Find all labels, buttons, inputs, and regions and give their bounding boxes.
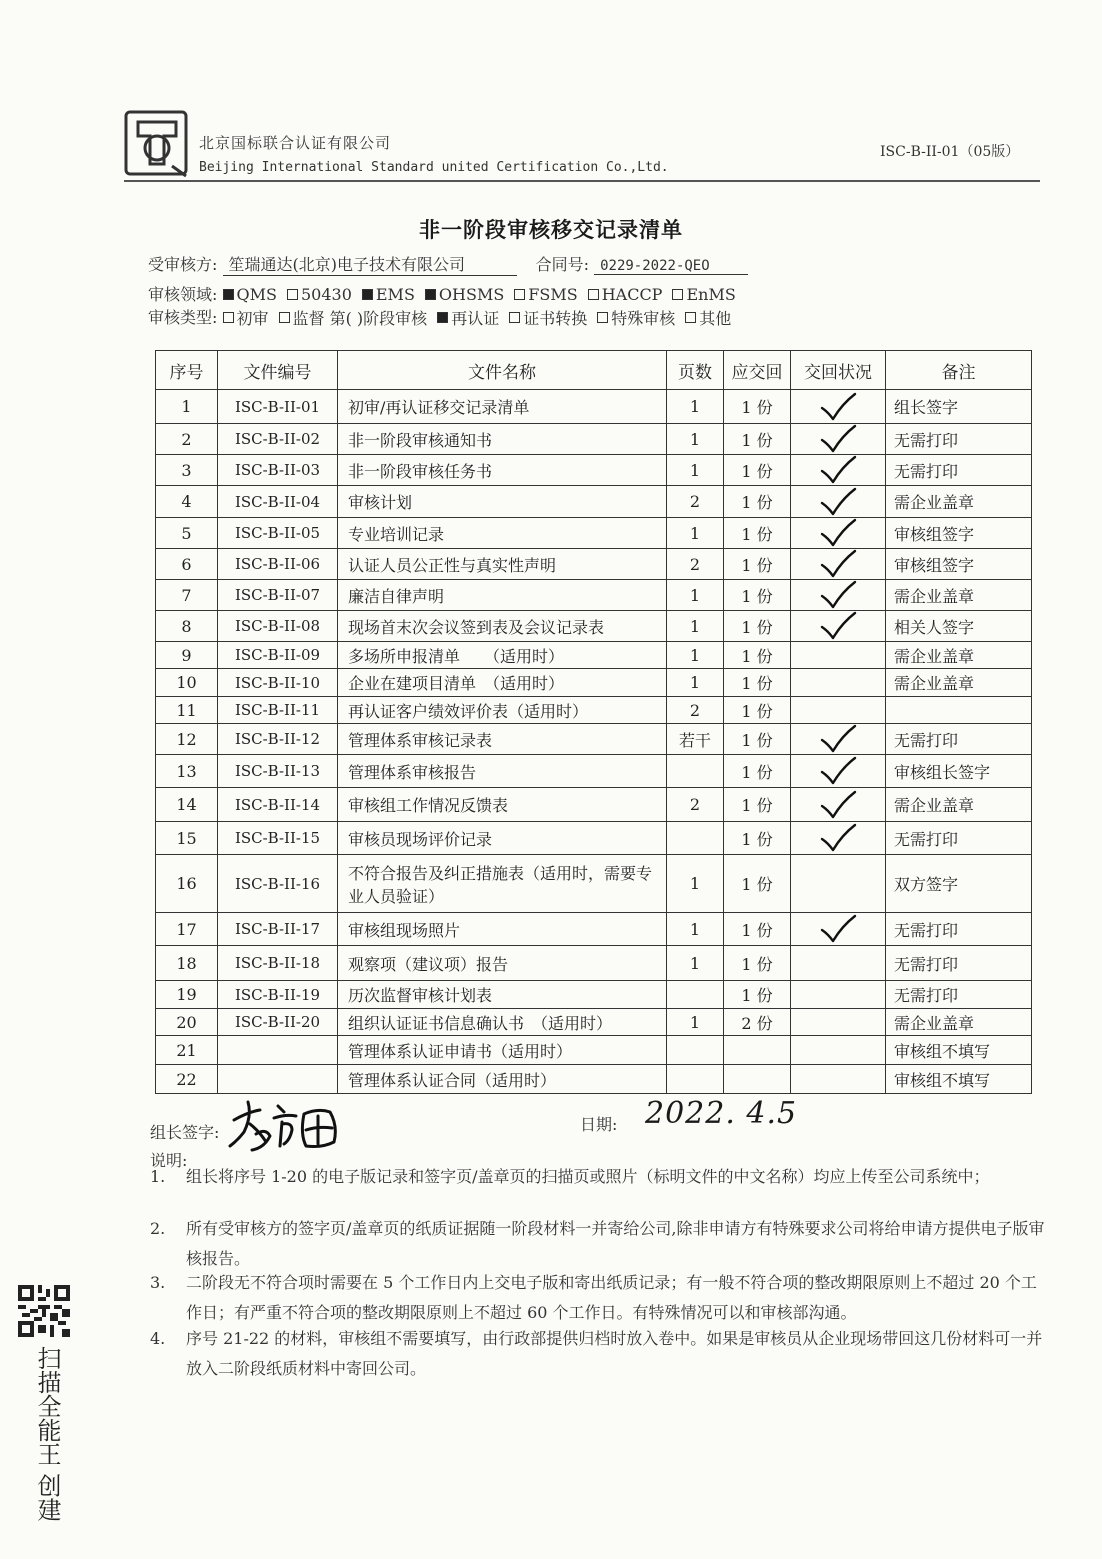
audit-field-option-label: OHSMS	[438, 285, 505, 304]
unchecked-box-icon	[287, 289, 298, 300]
file-code	[218, 1036, 338, 1065]
return-status	[791, 724, 886, 755]
file-code: ISC-B-II-16	[218, 855, 338, 913]
audit-field-option	[514, 285, 577, 304]
return-status	[791, 697, 886, 724]
table-row	[156, 822, 1032, 855]
audit-type-checkboxes	[223, 308, 742, 327]
table-row	[156, 549, 1032, 580]
copies-due: 1 份	[724, 669, 791, 697]
remark: 无需打印	[886, 822, 1032, 855]
auditee-line	[148, 252, 748, 276]
checkmark-icon	[818, 611, 858, 641]
copies-due: 1 份	[724, 822, 791, 855]
remark: 需企业盖章	[886, 486, 1032, 518]
transfer-record-table	[155, 350, 1032, 1094]
table-row	[156, 390, 1032, 424]
audit-field-checkboxes	[223, 285, 746, 304]
page-count	[667, 1036, 724, 1065]
return-status	[791, 1065, 886, 1094]
row-number: 11	[156, 697, 218, 724]
file-code: ISC-B-II-11	[218, 697, 338, 724]
copies-due: 1 份	[724, 913, 791, 946]
file-code: ISC-B-II-10	[218, 669, 338, 697]
audit-type-option-label: 监督 第( )阶段审核	[292, 309, 428, 328]
return-status	[791, 669, 886, 697]
copies-due: 1 份	[724, 390, 791, 424]
file-code: ISC-B-II-06	[218, 549, 338, 580]
row-number: 18	[156, 946, 218, 981]
header-pages: 页数	[667, 351, 724, 390]
unchecked-box-icon	[597, 312, 608, 323]
row-number: 19	[156, 981, 218, 1009]
note-item: 3. 二阶段无不符合项时需要在 5 个工作日内上交电子版和寄出纸质记录；有一般不符合项的整改期限原则上不超过 20 个工作日；有严重不符合项的整改期限原则上不超过 60 个工作日。有特殊情况可以和审核部沟通。	[150, 1273, 1037, 1322]
return-status	[791, 611, 886, 642]
remark: 需企业盖章	[886, 642, 1032, 669]
row-number: 4	[156, 486, 218, 518]
file-code	[218, 1065, 338, 1094]
audit-type-option	[509, 306, 587, 329]
file-name: 组织认证证书信息确认书 （适用时）	[338, 1009, 667, 1036]
copies-due: 1 份	[724, 724, 791, 755]
file-name: 观察项（建议项）报告	[338, 946, 667, 981]
page-count: 2	[667, 549, 724, 580]
remark: 审核组签字	[886, 518, 1032, 549]
return-status	[791, 855, 886, 913]
table-row	[156, 669, 1032, 697]
return-status	[791, 946, 886, 981]
row-number: 20	[156, 1009, 218, 1036]
table-row	[156, 788, 1032, 822]
header-copies: 应交回	[724, 351, 791, 390]
copies-due: 1 份	[724, 549, 791, 580]
return-status	[791, 981, 886, 1009]
table-row	[156, 981, 1032, 1009]
copies-due	[724, 1065, 791, 1094]
company-logo-icon	[124, 108, 190, 180]
remark: 审核组签字	[886, 549, 1032, 580]
return-status	[791, 642, 886, 669]
file-code: ISC-B-II-17	[218, 913, 338, 946]
file-name: 非一阶段审核通知书	[338, 424, 667, 455]
table-row	[156, 518, 1032, 549]
copies-due: 1 份	[724, 981, 791, 1009]
file-name: 不符合报告及纠正措施表（适用时，需要专业人员验证）	[338, 855, 667, 913]
remark: 无需打印	[886, 424, 1032, 455]
file-code: ISC-B-II-02	[218, 424, 338, 455]
audit-type-option-label: 特殊审核	[611, 309, 676, 328]
copies-due: 1 份	[724, 697, 791, 724]
file-name: 认证人员公正性与真实性声明	[338, 549, 667, 580]
file-name: 审核计划	[338, 486, 667, 518]
note-item: 2. 所有受审核方的签字页/盖章页的纸质证据随一阶段材料一并寄给公司,除非申请方有特殊要求公司将给申请方提供电子版审核报告。	[150, 1219, 1045, 1268]
page-count: 1	[667, 611, 724, 642]
audit-type-option	[597, 306, 675, 329]
row-number: 3	[156, 455, 218, 486]
file-code: ISC-B-II-13	[218, 755, 338, 788]
row-number: 16	[156, 855, 218, 913]
page-count	[667, 822, 724, 855]
remark: 无需打印	[886, 981, 1032, 1009]
audit-field-option	[223, 285, 277, 304]
remark	[886, 697, 1032, 724]
copies-due: 1 份	[724, 486, 791, 518]
copies-due: 1 份	[724, 946, 791, 981]
copies-due: 1 份	[724, 580, 791, 611]
table-row	[156, 642, 1032, 669]
return-status	[791, 788, 886, 822]
return-status	[791, 1036, 886, 1065]
audit-field-option-label: EnMS	[686, 285, 736, 304]
page-count: 2	[667, 788, 724, 822]
audit-field-option	[425, 285, 504, 304]
auditee-label: 受审核方:	[148, 255, 218, 274]
file-name: 专业培训记录	[338, 518, 667, 549]
copies-due: 1 份	[724, 424, 791, 455]
table-row	[156, 424, 1032, 455]
audit-type-option	[279, 306, 428, 329]
row-number: 7	[156, 580, 218, 611]
header-status: 交回状况	[791, 351, 886, 390]
audit-field-option-label: FSMS	[528, 285, 578, 304]
audit-type-label: 审核类型:	[148, 308, 218, 327]
copies-due: 1 份	[724, 518, 791, 549]
file-code: ISC-B-II-03	[218, 455, 338, 486]
table-row	[156, 913, 1032, 946]
audit-field-line	[148, 282, 746, 305]
remark: 相关人签字	[886, 611, 1032, 642]
copies-due: 1 份	[724, 788, 791, 822]
file-code: ISC-B-II-15	[218, 822, 338, 855]
page-title: 非一阶段审核移交记录清单	[419, 218, 683, 242]
copies-due: 1 份	[724, 642, 791, 669]
table-row	[156, 724, 1032, 755]
table-row	[156, 611, 1032, 642]
return-status	[791, 913, 886, 946]
row-number: 12	[156, 724, 218, 755]
audit-field-option-label: 50430	[300, 285, 352, 304]
copies-due: 1 份	[724, 611, 791, 642]
remark: 无需打印	[886, 455, 1032, 486]
table-row	[156, 455, 1032, 486]
audit-field-label: 审核领域:	[148, 285, 218, 304]
page-count: 1	[667, 1009, 724, 1036]
file-name: 审核员现场评价记录	[338, 822, 667, 855]
return-status	[791, 390, 886, 424]
table-header-row	[156, 351, 1032, 390]
audit-type-option-label: 初审	[236, 309, 269, 328]
file-code: ISC-B-II-14	[218, 788, 338, 822]
checked-box-icon	[223, 289, 234, 300]
remark: 组长签字	[886, 390, 1032, 424]
row-number: 17	[156, 913, 218, 946]
contract-value: 0229-2022-QEO	[594, 258, 748, 275]
file-name: 管理体系认证合同（适用时）	[338, 1065, 667, 1094]
file-code: ISC-B-II-18	[218, 946, 338, 981]
file-name: 管理体系审核记录表	[338, 724, 667, 755]
page-count: 2	[667, 697, 724, 724]
unchecked-box-icon	[588, 289, 599, 300]
checkmark-icon	[818, 392, 858, 422]
checkmark-icon	[818, 790, 858, 820]
file-name: 历次监督审核计划表	[338, 981, 667, 1009]
checked-box-icon	[362, 289, 373, 300]
table-row	[156, 755, 1032, 788]
table-row	[156, 1036, 1032, 1065]
page-count: 2	[667, 486, 724, 518]
return-status	[791, 755, 886, 788]
remark: 审核组长签字	[886, 755, 1032, 788]
return-status	[791, 424, 886, 455]
return-status	[791, 549, 886, 580]
page-count: 1	[667, 855, 724, 913]
remark: 需企业盖章	[886, 1009, 1032, 1036]
audit-type-option-label: 再认证	[451, 309, 500, 328]
page-count: 若干	[667, 724, 724, 755]
audit-type-option	[223, 306, 269, 329]
date-value: 2022. 4.5	[645, 1096, 798, 1131]
audit-field-option-label: EMS	[375, 285, 415, 304]
file-name: 多场所申报清单 （适用时）	[338, 642, 667, 669]
remark: 需企业盖章	[886, 788, 1032, 822]
table-row	[156, 1009, 1032, 1036]
table-row	[156, 697, 1032, 724]
file-code: ISC-B-II-01	[218, 390, 338, 424]
audit-field-option	[287, 285, 352, 304]
document-code: ISC-B-II-01（05版）	[880, 144, 1020, 160]
row-number: 22	[156, 1065, 218, 1094]
company-name-en: Beijing International Standard united Certification Co.,Ltd.	[199, 160, 669, 175]
file-name: 现场首末次会议签到表及会议记录表	[338, 611, 667, 642]
file-name: 审核组工作情况反馈表	[338, 788, 667, 822]
file-name: 审核组现场照片	[338, 913, 667, 946]
return-status	[791, 486, 886, 518]
return-status	[791, 1009, 886, 1036]
date-label: 日期:	[580, 1115, 618, 1134]
page-count	[667, 981, 724, 1009]
file-code: ISC-B-II-20	[218, 1009, 338, 1036]
copies-due: 2 份	[724, 1009, 791, 1036]
unchecked-box-icon	[514, 289, 525, 300]
file-name: 廉洁自律声明	[338, 580, 667, 611]
unchecked-box-icon	[279, 312, 290, 323]
checkmark-icon	[818, 487, 858, 517]
row-number: 9	[156, 642, 218, 669]
audit-type-option	[437, 306, 499, 329]
row-number: 2	[156, 424, 218, 455]
page-count: 1	[667, 455, 724, 486]
table-row	[156, 855, 1032, 913]
checkmark-icon	[818, 455, 858, 485]
checkmark-icon	[818, 914, 858, 944]
page-count: 1	[667, 390, 724, 424]
table-row	[156, 1065, 1032, 1094]
file-code: ISC-B-II-04	[218, 486, 338, 518]
audit-field-option	[588, 285, 663, 304]
remark: 审核组不填写	[886, 1065, 1032, 1094]
checkmark-icon	[818, 823, 858, 853]
unchecked-box-icon	[672, 289, 683, 300]
checkmark-icon	[818, 424, 858, 454]
file-code: ISC-B-II-05	[218, 518, 338, 549]
page-count: 1	[667, 424, 724, 455]
file-code: ISC-B-II-09	[218, 642, 338, 669]
copies-due: 1 份	[724, 755, 791, 788]
row-number: 21	[156, 1036, 218, 1065]
unchecked-box-icon	[223, 312, 234, 323]
row-number: 10	[156, 669, 218, 697]
file-code: ISC-B-II-19	[218, 981, 338, 1009]
table-row	[156, 580, 1032, 611]
audit-type-option-label: 其他	[699, 309, 732, 328]
checked-box-icon	[425, 289, 436, 300]
file-code: ISC-B-II-12	[218, 724, 338, 755]
page-count	[667, 1065, 724, 1094]
remark: 需企业盖章	[886, 669, 1032, 697]
table-row	[156, 946, 1032, 981]
leader-signature	[226, 1096, 344, 1154]
row-number: 6	[156, 549, 218, 580]
unchecked-box-icon	[685, 312, 696, 323]
copies-due: 1 份	[724, 455, 791, 486]
header-name: 文件名称	[338, 351, 667, 390]
page-count: 1	[667, 669, 724, 697]
copies-due	[724, 1036, 791, 1065]
row-number: 5	[156, 518, 218, 549]
remark: 无需打印	[886, 913, 1032, 946]
page-count: 1	[667, 946, 724, 981]
header-code: 文件编号	[218, 351, 338, 390]
return-status	[791, 822, 886, 855]
row-number: 15	[156, 822, 218, 855]
notes-label: 说明:	[150, 1151, 188, 1170]
row-number: 1	[156, 390, 218, 424]
file-name: 企业在建项目清单 （适用时）	[338, 669, 667, 697]
page-count: 1	[667, 642, 724, 669]
header-no: 序号	[156, 351, 218, 390]
company-name-cn: 北京国标联合认证有限公司	[199, 134, 392, 152]
remark: 无需打印	[886, 946, 1032, 981]
audit-field-option-label: HACCP	[601, 285, 663, 304]
remark: 无需打印	[886, 724, 1032, 755]
checkmark-icon	[818, 549, 858, 579]
header-remark: 备注	[886, 351, 1032, 390]
checkmark-icon	[818, 580, 858, 610]
file-code: ISC-B-II-08	[218, 611, 338, 642]
leader-signature-label: 组长签字:	[150, 1123, 220, 1142]
table-row	[156, 486, 1032, 518]
copies-due: 1 份	[724, 855, 791, 913]
file-name: 非一阶段审核任务书	[338, 455, 667, 486]
row-number: 8	[156, 611, 218, 642]
file-name: 管理体系认证申请书（适用时）	[338, 1036, 667, 1065]
remark: 双方签字	[886, 855, 1032, 913]
file-name: 再认证客户绩效评价表（适用时）	[338, 697, 667, 724]
page-count: 1	[667, 518, 724, 549]
header-divider	[124, 180, 1040, 182]
audit-field-option	[672, 285, 735, 304]
qr-code-icon	[18, 1285, 70, 1337]
unchecked-box-icon	[509, 312, 520, 323]
checkmark-icon	[818, 518, 858, 548]
file-name: 管理体系审核报告	[338, 755, 667, 788]
audit-field-option	[362, 285, 415, 304]
row-number: 14	[156, 788, 218, 822]
note-item: 4. 序号 21-22 的材料，审核组不需要填写，由行政部提供归档时放入卷中。如果是审核员从企业现场带回这几份材料可一并放入二阶段纸质材料中寄回公司。	[150, 1329, 1043, 1378]
file-name: 初审/再认证移交记录清单	[338, 390, 667, 424]
auditee-value: 笙瑞通达(北京)电子技术有限公司	[223, 252, 517, 276]
audit-type-option-label: 证书转换	[523, 309, 588, 328]
page-count: 1	[667, 580, 724, 611]
file-code: ISC-B-II-07	[218, 580, 338, 611]
contract-label: 合同号:	[535, 255, 589, 274]
checked-box-icon	[437, 312, 448, 323]
audit-type-line	[148, 305, 741, 329]
checkmark-icon	[818, 724, 858, 754]
page-count: 1	[667, 913, 724, 946]
remark: 审核组不填写	[886, 1036, 1032, 1065]
scanner-watermark: 扫描全能王 创建	[33, 1346, 61, 1522]
page-count	[667, 755, 724, 788]
audit-type-option	[685, 306, 731, 329]
note-item: 1. 组长将序号 1-20 的电子版记录和签字页/盖章页的扫描页或照片（标明文件的中文名称）均应上传至公司系统中；	[150, 1167, 990, 1186]
remark: 需企业盖章	[886, 580, 1032, 611]
return-status	[791, 580, 886, 611]
audit-field-option-label: QMS	[236, 285, 277, 304]
return-status	[791, 455, 886, 486]
row-number: 13	[156, 755, 218, 788]
return-status	[791, 518, 886, 549]
checkmark-icon	[818, 756, 858, 786]
